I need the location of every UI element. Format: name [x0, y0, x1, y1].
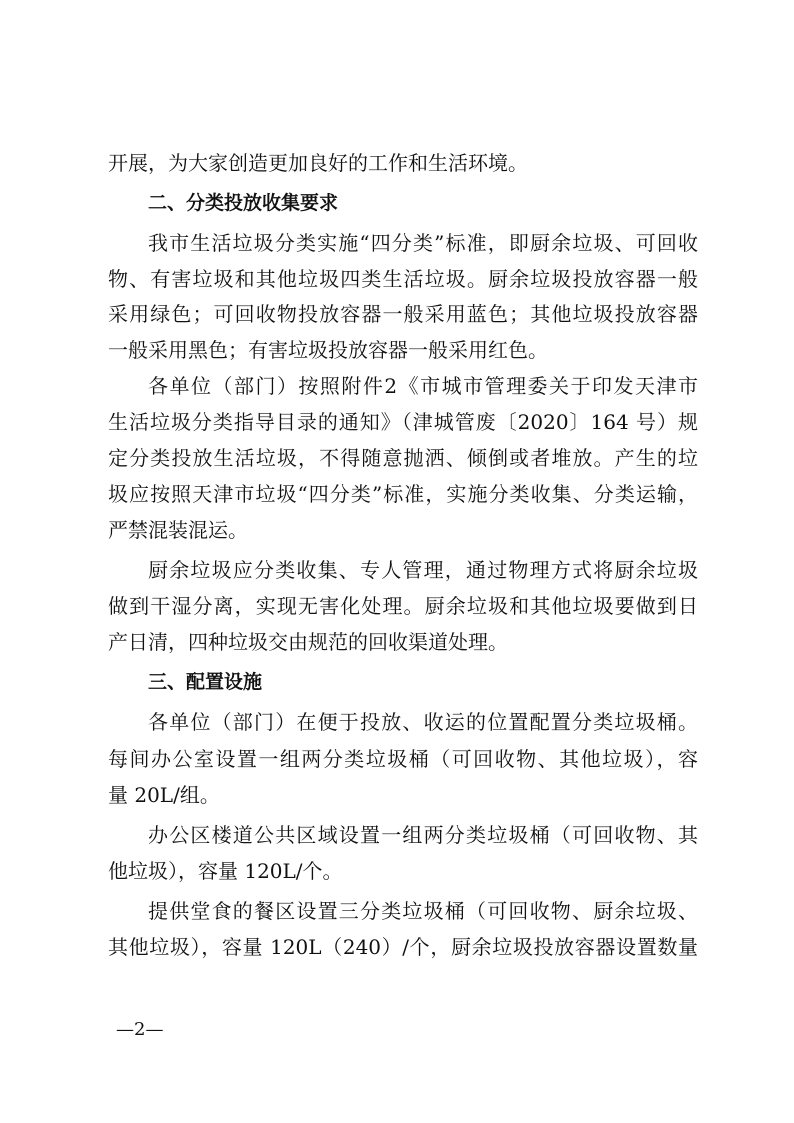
paragraph-line: 产日清，四种垃圾交由规范的回收渠道处理。: [108, 630, 508, 654]
paragraph-line: 量 20L/组。: [108, 783, 220, 807]
paragraph-line: 物、有害垃圾和其他垃圾四类生活垃圾。厨余垃圾投放容器一般: [108, 267, 698, 291]
paragraph-line: 严禁混装混运。: [108, 518, 248, 542]
paragraph-line: 做到干湿分离，实现无害化处理。厨余垃圾和其他垃圾要做到日: [108, 594, 698, 618]
paragraph-line: 我市生活垃圾分类实施“四分类”标准，即厨余垃圾、可回收: [148, 231, 698, 255]
paragraph-line: 厨余垃圾应分类收集、专人管理，通过物理方式将厨余垃圾: [148, 558, 698, 582]
paragraph-line: 每间办公室设置一组两分类垃圾桶（可回收物、其他垃圾），容: [108, 747, 698, 771]
paragraph-line: 他垃圾），容量 120L/个。: [108, 859, 343, 883]
paragraph-line: 其他垃圾），容量 120L（240）/个，厨余垃圾投放容器设置数量: [108, 935, 698, 959]
paragraph-line: 办公区楼道公共区域设置一组两分类垃圾桶（可回收物、其: [148, 823, 698, 847]
section-heading: 三、配置设施: [148, 671, 263, 693]
paragraph-line: 定分类投放生活垃圾，不得随意抛洒、倾倒或者堆放。产生的垃: [108, 446, 698, 470]
paragraph-line: 各单位（部门）在便于投放、收运的位置配置分类垃圾桶。: [148, 710, 698, 734]
paragraph-line: 开展，为大家创造更加良好的工作和生活环境。: [108, 151, 528, 175]
paragraph-line: 一般采用黑色；有害垃圾投放容器一般采用红色。: [108, 338, 548, 362]
paragraph-line: 圾应按照天津市垃圾“四分类”标准，实施分类收集、分类运输，: [108, 482, 698, 506]
page-number: —2—: [116, 1019, 164, 1040]
paragraph-line: 采用绿色；可回收物投放容器一般采用蓝色；其他垃圾投放容器: [108, 302, 698, 326]
paragraph-line: 提供堂食的餐区设置三分类垃圾桶（可回收物、厨余垃圾、: [148, 899, 698, 923]
paragraph-line: 生活垃圾分类指导目录的通知》（津城管废〔2020〕164 号）规: [108, 410, 698, 434]
paragraph-line: 各单位（部门）按照附件2《市城市管理委关于印发天津市: [148, 374, 698, 398]
section-heading: 二、分类投放收集要求: [148, 192, 339, 214]
